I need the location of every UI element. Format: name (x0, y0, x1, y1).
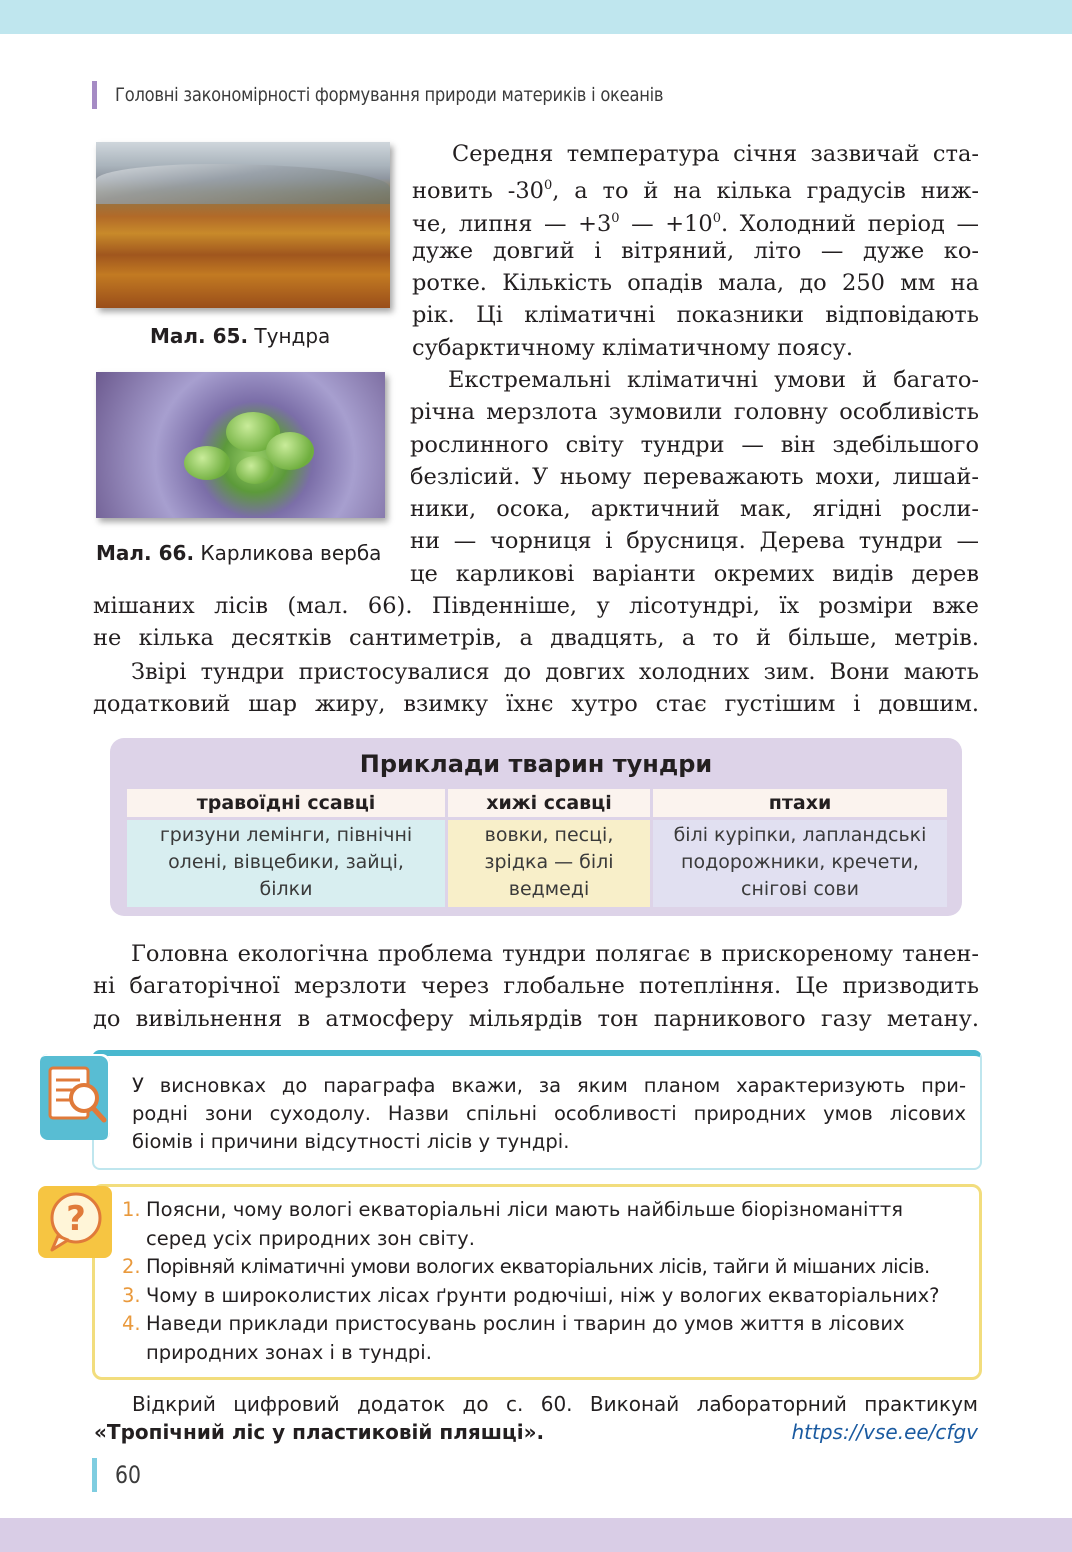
paragraph-climate (412, 138, 979, 364)
text-line: че, липня — $+3^0$ — $+10^0$. Холодний період — (412, 210, 979, 235)
paragraph-animals (93, 656, 979, 721)
question-number: 4. (122, 1312, 141, 1335)
text-line: біомів і причини відсутності лісів у тундрі. (132, 1130, 570, 1153)
practicum-title: «Тропічний ліс у пластиковій пляшці». (94, 1420, 545, 1444)
text-line: річна мерзлота зумовили головну особливість (410, 399, 979, 426)
svg-text:?: ? (66, 1199, 86, 1239)
text-line: це карликові варіанти окремих видів дерев (410, 560, 979, 587)
page-number-marker (92, 1458, 97, 1492)
text-line: родні зони суходолу. Назви спільні особливості природних умов лісових (132, 1102, 966, 1125)
question-number: 3. (122, 1283, 141, 1307)
table-header: травоїдні ссавці (126, 788, 447, 819)
top-band (0, 0, 1072, 34)
question-item: 1. Поясни, чому вологі екваторіальні ліси мають найбільше біорізноманіття серед усіх природних зон світу. (122, 1196, 964, 1253)
text-line: ні багаторічної мерзлоти через глобальне потепління. Це призводить (93, 973, 979, 1000)
dwarf-willow-photo (96, 372, 385, 518)
tundra-photo (96, 142, 390, 308)
question-number: 2. (122, 1255, 141, 1278)
animals-table (124, 786, 950, 910)
figure-65-label: Мал. 65. (150, 324, 249, 348)
table-row (126, 819, 949, 909)
animals-table-panel (110, 738, 962, 916)
question-item: 2. Порівняй кліматичні умови вологих екваторіальних лісів, тайги й мішаних лісів. (122, 1253, 964, 1282)
question-number: 1. (122, 1198, 141, 1221)
text-line: Екстремальні кліматичні умови й багато- (448, 367, 979, 393)
text-line: У висновках до параграфа вкажи, за яким планом характеризують при- (132, 1074, 966, 1097)
text-line: до вивільнення в атмосферу мільярдів тон парникового газу метану. (93, 1005, 979, 1032)
table-cell-herbivores: гризуни лемінги, північні олені, вівцебики, зайці, білки (126, 819, 447, 909)
text-line: рік. Ці кліматичні показники відповідають (412, 302, 979, 329)
table-cell-birds: білі куріпки, лапландські подорожники, кречети, снігові сови (652, 819, 949, 909)
text-line: ники, осока, арктичний мак, ягідні росли- (410, 496, 979, 523)
question-item: 4. Наведи приклади пристосувань рослин і тварин до умов життя в лісових природних зонах і в тундрі. (122, 1310, 964, 1367)
running-header (92, 80, 753, 110)
header-marker (92, 81, 97, 109)
paragraph-ecology (93, 938, 979, 1035)
digital-link[interactable]: https://vse.ee/cfgv (791, 1420, 978, 1444)
text-line: Середня температура січня зазвичай ста- (452, 141, 979, 167)
text-line: рослинного світу тундри — він здебільшого (410, 431, 979, 458)
text-line: Звірі тундри пристосувалися до довгих холодних зим. Вони мають (131, 659, 979, 685)
text-line: безлісий. У ньому переважають мохи, лишай- (410, 463, 979, 490)
table-header: хижі ссавці (447, 788, 652, 819)
figure-65-text: Тундра (254, 324, 331, 348)
figure-66-label: Мал. 66. (96, 541, 195, 565)
questions-list (122, 1196, 964, 1367)
figure-66-text: Карликова верба (200, 541, 382, 565)
document-search-icon (40, 1054, 110, 1140)
digital-instruction: Відкрий цифровий додаток до с. 60. Виконай лабораторний практикум (132, 1392, 978, 1416)
willow-leaf (266, 432, 314, 470)
bottom-band (0, 1518, 1072, 1552)
paragraph-vegetation-cont (93, 590, 979, 655)
text-line: ни — чорниця і брусниця. Дерева тундри — (410, 528, 979, 555)
figure-66-caption (96, 541, 381, 565)
text-line: новить $-30^0$, а то й на кілька градусів ниж- (412, 178, 979, 203)
text-line: субарктичному кліматичному поясу. (412, 334, 853, 361)
text-line: дуже довгий і вітряний, літо — дуже ко- (412, 237, 979, 264)
text-line: Головна екологічна проблема тундри полягає в прискореному танен- (131, 941, 979, 967)
table-cell-predators: вовки, песці, зрідка — білі ведмеді (447, 819, 652, 909)
question-item: 3. Чому в широколистих лісах ґрунти родючіші, ніж у вологих екваторіальних? (122, 1282, 964, 1311)
conclusion-task-text (132, 1072, 966, 1156)
figure-65-caption (150, 324, 330, 348)
text-line: не кілька десятків сантиметрів, а двадцять, а то й більше, метрів. (93, 625, 979, 652)
text-line: ротке. Кількість опадів мала, до 250 мм на (412, 270, 979, 297)
page-number-text: 60 (115, 1461, 141, 1489)
table-header-row (126, 788, 949, 819)
table-title: Приклади тварин тундри (359, 750, 713, 778)
running-title: Головні закономірності формування природи материків і океанів (115, 84, 664, 106)
table-header: птахи (652, 788, 949, 819)
text-line: мішаних лісів (мал. 66). Південніше, у лісотундрі, їх розміри вже (93, 593, 979, 619)
digital-supplement (94, 1390, 978, 1446)
willow-leaf (236, 456, 274, 484)
page-number (92, 1458, 146, 1492)
willow-leaf (184, 446, 230, 480)
question-bubble-icon (38, 1186, 112, 1258)
paragraph-vegetation (410, 364, 979, 590)
text-line: додатковий шар жиру, взимку їхнє хутро стає густішим і довшим. (93, 691, 979, 718)
tundra-hills (96, 164, 390, 204)
